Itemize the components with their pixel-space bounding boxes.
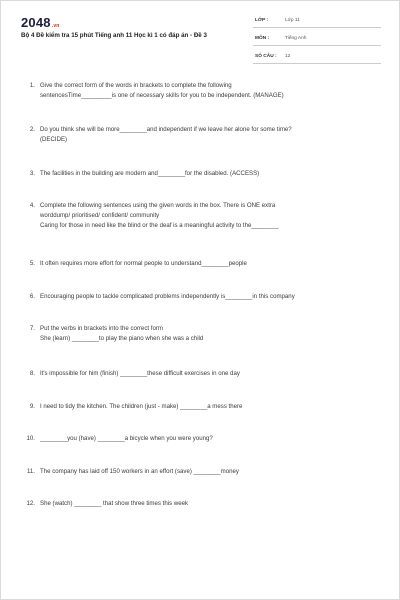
question-text [40, 292, 380, 302]
question-text [40, 125, 380, 145]
question-text [40, 499, 380, 509]
question-text [40, 169, 380, 179]
question-number: 2. [29, 126, 35, 133]
meta-value: Tiếng Anh [285, 36, 307, 41]
question-line: Complete the following sentences using the given words in the box. There is ONE extra [40, 202, 276, 209]
meta-label: SỐ CÂU : [255, 54, 277, 59]
question-text [40, 259, 380, 269]
meta-row-class [253, 15, 381, 28]
meta-value: Lớp 11 [285, 18, 300, 23]
question-number: 7. [29, 325, 35, 332]
meta-row-count [253, 51, 381, 64]
logo-tld-text: .vn [51, 23, 60, 29]
question-line: ________you (have) ________a bicycle when you were young? [40, 435, 213, 442]
question-text [40, 324, 380, 344]
meta-row-subject [253, 33, 381, 46]
question-line: It's impossible for him (finish) ________these difficult exercises in one day [40, 370, 240, 377]
question-number: 11. [26, 468, 35, 475]
question-number: 1. [29, 82, 35, 89]
document-title: Bộ 4 Đề kiểm tra 15 phút Tiếng anh 11 Học kì 1 có đáp án - Đề 3 [21, 32, 207, 39]
logo-main-text: 2048 [21, 15, 51, 30]
question-number: 8. [29, 370, 35, 377]
meta-label: MÔN : [255, 36, 270, 41]
question-line: Do you think she will be more________and independent if we leave her alone for some time? [40, 126, 292, 133]
question-line: I need to tidy the kitchen. The children (just - make) ________a mess there [40, 403, 243, 410]
question-number: 9. [29, 403, 35, 410]
question-text [40, 434, 380, 444]
question-line: She (learn) ________to play the piano when she was a child [40, 335, 204, 342]
question-text [40, 201, 380, 231]
meta-value: 12 [285, 54, 291, 59]
document-header [1, 1, 400, 71]
question-text [40, 402, 380, 412]
question-line: sentencesTime_________is one of necessary skills for you to be independent. (MANAGE) [40, 92, 284, 99]
question-text [40, 369, 380, 379]
question-number: 3. [29, 170, 35, 177]
question-text [40, 81, 380, 101]
question-line: Give the correct form of the words in brackets to complete the following [40, 82, 232, 89]
question-line: She (watch) ________ that show three times this week [40, 500, 189, 507]
question-number: 10. [26, 435, 35, 442]
question-line: The facilities in the building are modern and________for the disabled. (ACCESS) [40, 170, 260, 177]
question-line: It often requires more effort for normal people to understand________people [40, 260, 247, 267]
question-number: 5. [29, 260, 35, 267]
question-line: (DECIDE) [40, 136, 68, 143]
question-line: Caring for those in need like the blind or the deaf is a meaningful activity to the________ [40, 222, 279, 229]
meta-label: LỚP : [255, 18, 269, 23]
site-logo[interactable] [21, 15, 60, 30]
question-number: 12. [26, 500, 35, 507]
question-number: 4. [29, 202, 35, 209]
question-line: The company has laid off 150 workers in an effort (save) ________money [40, 468, 239, 475]
question-line: Put the verbs in brackets into the correct form [40, 325, 163, 332]
question-number: 6. [29, 293, 35, 300]
question-text [40, 467, 380, 477]
document-meta [253, 15, 381, 69]
question-line: Encouraging people to tackle complicated problems independently is________in this company [40, 293, 295, 300]
question-line: worddump/ prioritised/ confident/ community [40, 212, 160, 219]
